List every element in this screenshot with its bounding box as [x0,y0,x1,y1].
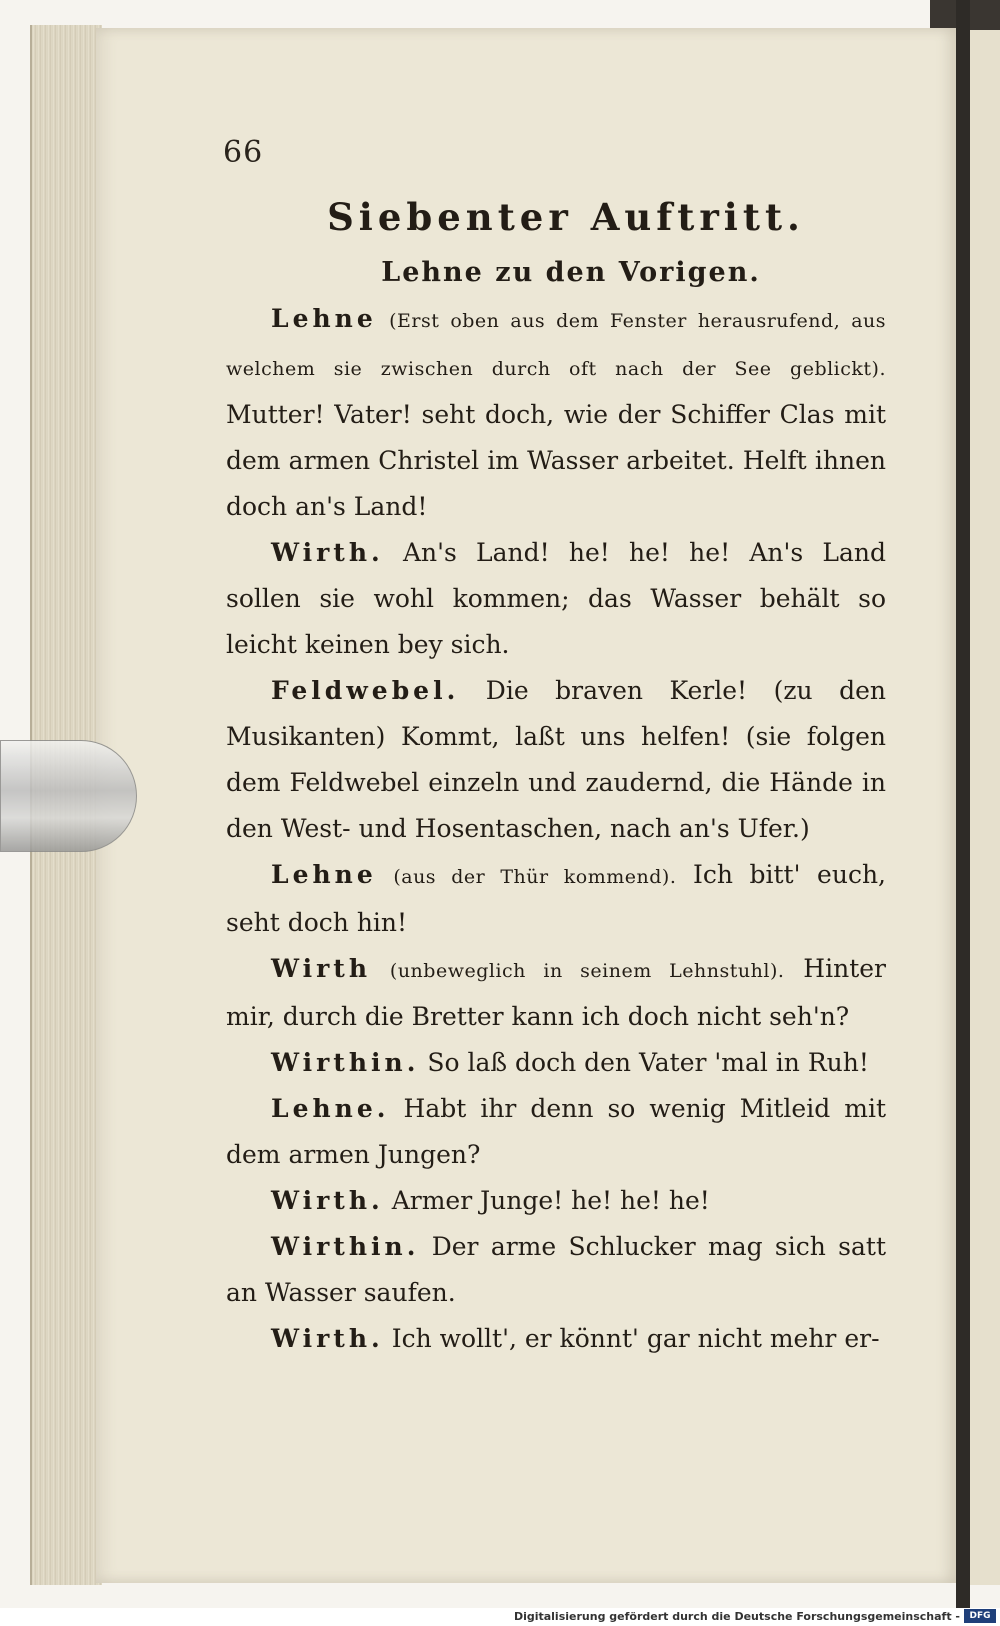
stage-direction: (unbeweglich in seinem Lehnstuhl). [389,960,785,982]
footer-bar [0,1608,1000,1626]
dialogue-paragraph [226,1224,886,1316]
spoken-text: An's Land! he! he! he! An's Land sollen sie wohl kommen; das Wasser behält so leicht keinen bey sich. [226,538,886,659]
speaker-name: Wirthin. [271,1232,420,1261]
spoken-text: Habt ihr denn so wenig Mitleid mit dem armen Jungen? [226,1094,886,1169]
book-gutter [956,0,970,1610]
speaker-name: Wirth. [271,1186,384,1215]
page-number: 66 [223,135,264,170]
speaker-name: Wirth. [271,1324,384,1353]
dialogue-paragraph [226,946,886,1040]
footer-credit: Digitalisierung gefördert durch die Deutsche Forschungsgemeinschaft - [513,1610,960,1623]
dialogue-paragraph [226,1086,886,1178]
dialogue-paragraph [226,1178,886,1224]
facing-page-edge [970,30,1000,1585]
spoken-text: Ich wollt', er könnt' gar nicht mehr er- [391,1324,880,1353]
spoken-text: Armer Junge! he! he! he! [391,1186,710,1215]
scene-subheading: Lehne zu den Vorigen. [381,257,761,288]
stage-direction: (Erst oben aus dem Fenster herausrufend, aus welchem sie zwischen durch oft nach der See geblickt). [226,310,887,380]
dfg-logo: DFG [964,1609,996,1623]
spoken-text: Hinter mir, durch die Bretter kann ich doch nicht seh'n? [226,954,886,1031]
scene-heading: Siebenter Auftritt. [327,195,805,239]
page-text [226,195,886,1362]
spoken-text: Ich bitt' euch, seht doch hin! [226,860,886,937]
bookmark-clip [0,740,137,852]
stage-direction: (aus der Thür kommend). [393,866,677,888]
speaker-name: Lehne. [271,1094,390,1123]
dialogue-paragraph [226,530,886,668]
dialogue-paragraph [226,1316,886,1362]
speaker-name: Lehne [271,860,377,889]
dialogue-paragraph [226,1040,886,1086]
speaker-name: Wirth [271,954,372,983]
speaker-name: Feldwebel. [271,676,460,705]
spoken-text: Der arme Schlucker mag sich satt an Wasser saufen. [226,1232,886,1307]
speaker-name: Lehne [271,304,377,333]
spoken-text: Die braven Kerle! (zu den Musikanten) Kommt, laßt uns helfen! (sie folgen dem Feldwebel einzeln und zaudernd, die Hände in den West- und Hosentaschen, nach an's Ufer.) [226,676,886,843]
speaker-name: Wirthin. [271,1048,420,1077]
dialogue-paragraph [226,668,886,852]
dialogue-paragraph [226,852,886,946]
speaker-name: Wirth. [271,538,384,567]
spoken-text: Mutter! Vater! seht doch, wie der Schiffer Clas mit dem armen Christel im Wasser arbeitet. Helft ihnen doch an's Land! [226,400,886,521]
dialogue-paragraph [226,296,886,530]
dialogue [226,296,886,1362]
spoken-text: So laß doch den Vater 'mal in Ruh! [427,1048,869,1077]
